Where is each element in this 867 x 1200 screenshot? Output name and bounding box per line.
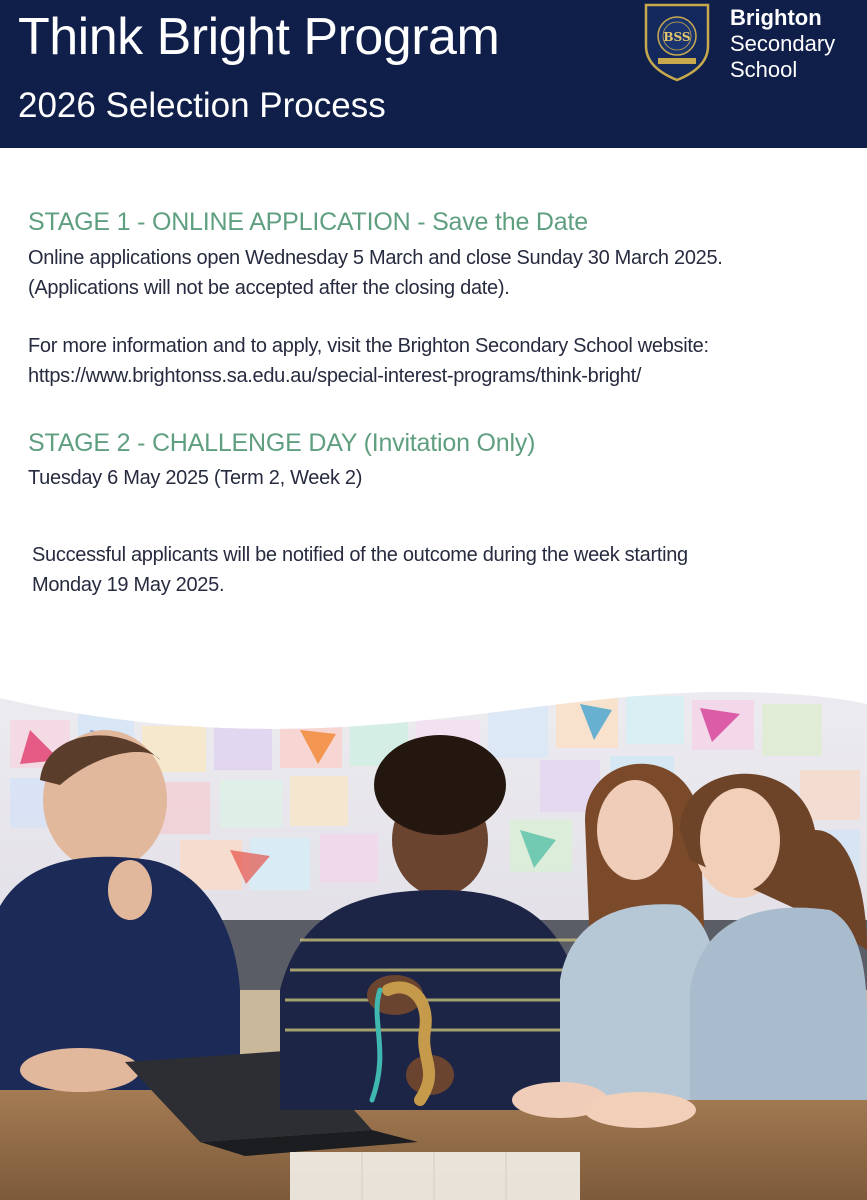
header-banner — [0, 0, 867, 148]
school-crest-icon — [642, 2, 712, 82]
school-name-line1: Brighton — [730, 5, 822, 30]
stage1-dates: Online applications open Wednesday 5 March and close Sunday 30 March 2025. — [28, 247, 723, 269]
page-title: Think Bright Program — [18, 8, 500, 66]
outcome-line1: Successful applicants will be notified of the outcome during the week starting — [32, 544, 688, 566]
stage1-info: For more information and to apply, visit the Brighton Secondary School website: — [28, 335, 709, 357]
stage1-note: (Applications will not be accepted after the closing date). — [28, 277, 510, 299]
page-subtitle: 2026 Selection Process — [18, 86, 386, 125]
outcome-line2: Monday 19 May 2025. — [32, 574, 225, 596]
stage1-heading: STAGE 1 - ONLINE APPLICATION - Save the Date — [28, 208, 588, 236]
students-photo — [0, 690, 867, 1200]
school-name — [730, 5, 835, 83]
crest-initials: BSS — [663, 30, 691, 44]
stage2-heading: STAGE 2 - CHALLENGE DAY (Invitation Only) — [28, 429, 536, 457]
stage1-url-link[interactable]: https://www.brightonss.sa.edu.au/special-interest-programs/think-bright/ — [28, 365, 642, 387]
school-name-line2: Secondary — [730, 31, 836, 56]
school-name-line3: School — [730, 57, 798, 82]
stage2-date: Tuesday 6 May 2025 (Term 2, Week 2) — [28, 467, 363, 489]
